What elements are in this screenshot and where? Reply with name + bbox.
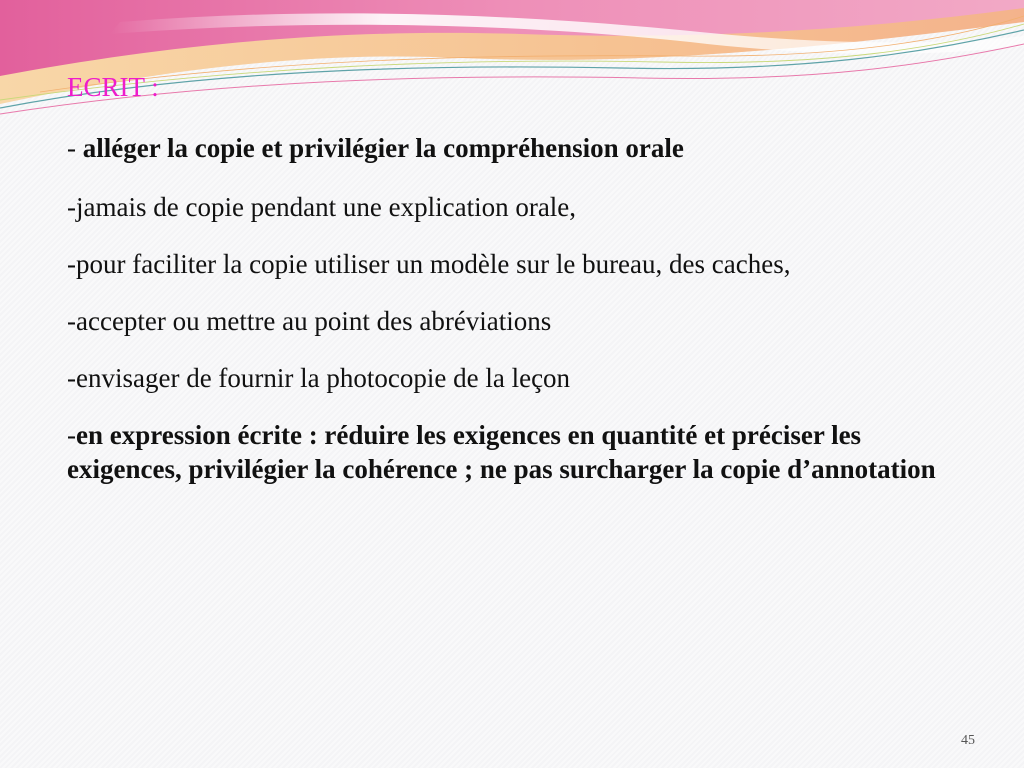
subheading-dash: -	[67, 133, 83, 163]
bullet-item: -envisager de fournir la photocopie de la leçon	[67, 363, 571, 393]
bullet-item-bold	[67, 418, 947, 486]
bullet-bold-text: en expression écrite : réduire les exigences en quantité et préciser les exigences, privilégier la cohérence ; ne pas surcharger la copie d’annotation	[67, 420, 936, 484]
bullet-dash: -	[67, 420, 76, 450]
slide-content	[67, 70, 947, 486]
subheading-text: alléger la copie et privilégier la compréhension orale	[82, 133, 684, 163]
slide-page-number: 45	[961, 733, 975, 748]
bullet-item: -pour faciliter la copie utiliser un modèle sur le bureau, des caches,	[67, 249, 791, 279]
slide-heading: ECRIT :	[67, 72, 159, 102]
bullet-item: -jamais de copie pendant une explication orale,	[67, 192, 577, 222]
bullet-item: -accepter ou mettre au point des abréviations	[67, 306, 552, 336]
slide-subheading	[67, 131, 947, 165]
